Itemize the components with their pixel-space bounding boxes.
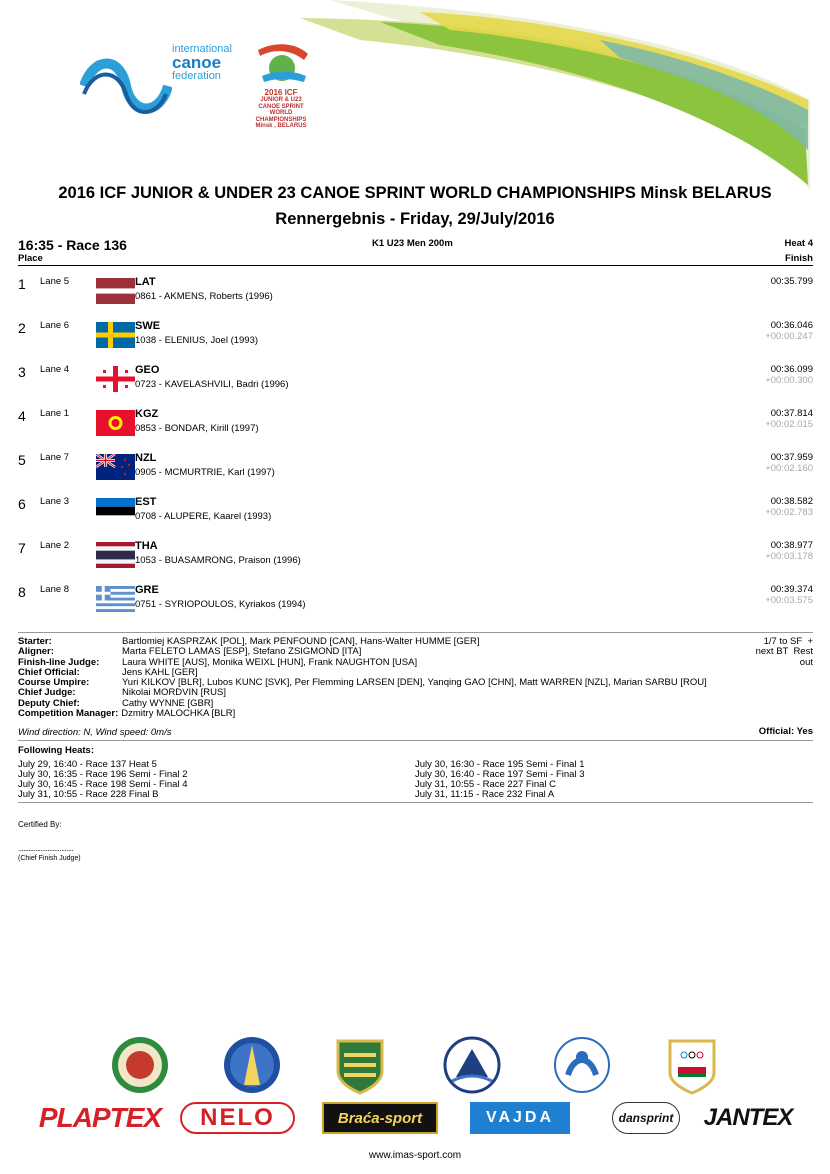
sponsor-vajda: VAJDA bbox=[470, 1102, 570, 1134]
sponsor-emblem-6-icon bbox=[662, 1035, 722, 1095]
championship-logo bbox=[248, 40, 314, 130]
sponsor-emblem-5-icon bbox=[552, 1035, 612, 1095]
finish-time: 00:37.959 bbox=[770, 452, 813, 463]
place: 3 bbox=[18, 364, 26, 380]
official-names: Bartlomiej KASPRZAK [POL], Mark PENFOUND [CAN], Hans-Walter HUMME [GER] bbox=[122, 636, 480, 647]
place: 8 bbox=[18, 584, 26, 600]
document-subtitle: Rennergebnis - Friday, 29/July/2016 bbox=[275, 210, 555, 228]
heat-label: Heat 4 bbox=[784, 238, 813, 249]
finish-time: 00:38.977 bbox=[770, 540, 813, 551]
following-heat: July 31, 10:55 - Race 227 Final C bbox=[415, 779, 556, 790]
championship-emblem-icon bbox=[248, 40, 314, 88]
sponsor-dansprint: dansprint bbox=[612, 1102, 680, 1134]
following-heats-left bbox=[18, 760, 188, 800]
champ-logo-line1: 2016 ICF bbox=[264, 88, 298, 97]
sponsor-emblem-2-icon bbox=[222, 1035, 282, 1095]
officials-list bbox=[18, 637, 813, 719]
official-row bbox=[18, 709, 813, 719]
result-row bbox=[18, 276, 813, 320]
result-row bbox=[18, 364, 813, 408]
time-behind: +00:02.160 bbox=[765, 463, 813, 474]
official-names: Yuri KILKOV [BLR], Lubos KUNC [SVK], Per Flemming LARSEN [DEN], Yanqing GAO [CHN], Matt WARREN [NZL], Marian SARBU [ROU] bbox=[122, 677, 707, 689]
official-names: Cathy WYNNE [GBR] bbox=[122, 697, 214, 709]
nation-code: EST bbox=[135, 496, 157, 508]
finish-column-header: Finish bbox=[785, 253, 813, 264]
finish-time: 00:38.582 bbox=[770, 496, 813, 507]
document-title: 2016 ICF JUNIOR & UNDER 23 CANOE SPRINT WORLD CHAMPIONSHIPS Minsk BELARUS bbox=[58, 184, 772, 202]
flag-swe-icon bbox=[96, 322, 135, 348]
flag-tha-icon bbox=[96, 542, 135, 568]
time-behind: +00:00.247 bbox=[765, 331, 813, 342]
flag-gre-icon bbox=[96, 586, 135, 612]
official-names: Laura WHITE [AUS], Monika WEIXL [HUN], Frank NAUGHTON [USA] bbox=[122, 656, 418, 668]
result-row bbox=[18, 452, 813, 496]
official-role: Deputy Chief: bbox=[18, 697, 80, 709]
official-role: Course Umpire: bbox=[18, 677, 90, 689]
certified-by-label: Certified By: bbox=[18, 820, 62, 829]
signature-role: (Chief Finish Judge) bbox=[18, 855, 81, 862]
athlete: 1053 - BUASAMRONG, Praison (1996) bbox=[135, 555, 301, 566]
time-behind: +00:03.178 bbox=[765, 551, 813, 562]
qualification-line2: next BT Rest bbox=[755, 646, 813, 658]
champ-logo-line4: WORLD CHAMPIONSHIPS bbox=[255, 110, 307, 123]
wind-info: Wind direction: N, Wind speed: 0m/s bbox=[18, 727, 172, 738]
flag-nzl-icon bbox=[96, 454, 135, 480]
nation-code: THA bbox=[135, 540, 158, 552]
lane: Lane 6 bbox=[40, 320, 70, 331]
athlete: 0853 - BONDAR, Kirill (1997) bbox=[135, 423, 259, 434]
result-row bbox=[18, 584, 813, 628]
finish-time: 00:36.046 bbox=[770, 320, 813, 331]
official-role: Aligner: bbox=[18, 646, 54, 658]
athlete: 0708 - ALUPERE, Kaarel (1993) bbox=[135, 511, 272, 522]
following-heat: July 30, 16:30 - Race 195 Semi - Final 1 bbox=[415, 759, 585, 770]
athlete: 0905 - MCMURTRIE, Karl (1997) bbox=[135, 467, 275, 478]
result-row bbox=[18, 320, 813, 364]
qualification-line3: out bbox=[799, 656, 813, 668]
icf-wave-icon bbox=[80, 46, 172, 126]
flag-geo-icon bbox=[96, 366, 135, 392]
following-heat: July 29, 16:40 - Race 137 Heat 5 bbox=[18, 759, 157, 770]
official-role: Finish-line Judge: bbox=[18, 656, 100, 668]
official-names: Marta FELETO LAMAS [ESP], Stefano ZSIGMOND [ITA] bbox=[122, 646, 362, 658]
flag-est-icon bbox=[96, 498, 135, 524]
race-time: 16:35 - Race 136 bbox=[18, 237, 127, 253]
official-names: Nikolai MORDVIN [RUS] bbox=[122, 687, 226, 699]
champ-logo-line2: JUNIOR & U23 bbox=[260, 97, 302, 103]
sponsor-jantex: JANTEX bbox=[703, 1104, 793, 1131]
result-row bbox=[18, 408, 813, 452]
place: 4 bbox=[18, 408, 26, 424]
heats-divider bbox=[18, 802, 813, 803]
place: 2 bbox=[18, 320, 26, 336]
qualification-rule bbox=[756, 637, 813, 668]
sponsor-nelo: NELO bbox=[180, 1102, 295, 1134]
flag-lat-icon bbox=[96, 278, 135, 304]
sponsor-strip bbox=[30, 1030, 800, 1140]
lane: Lane 1 bbox=[40, 408, 70, 419]
official-status: Official: Yes bbox=[758, 726, 813, 737]
champ-logo-line5: Minsk , BELARUS bbox=[255, 123, 307, 129]
sponsor-emblem-4-icon bbox=[442, 1035, 502, 1095]
following-heat: July 30, 16:35 - Race 196 Semi - Final 2 bbox=[18, 769, 188, 780]
nation-code: LAT bbox=[135, 276, 156, 288]
place-column-header: Place bbox=[18, 253, 43, 264]
time-behind: +00:02.015 bbox=[765, 419, 813, 430]
finish-time: 00:35.799 bbox=[770, 276, 813, 287]
athlete: 0861 - AKMENS, Roberts (1996) bbox=[135, 291, 273, 302]
place: 1 bbox=[18, 276, 26, 292]
header-divider bbox=[18, 265, 813, 266]
result-row bbox=[18, 496, 813, 540]
official-role: Competition Manager: bbox=[18, 708, 119, 720]
place: 6 bbox=[18, 496, 26, 512]
result-row bbox=[18, 540, 813, 584]
lane: Lane 4 bbox=[40, 364, 70, 375]
sponsor-emblem-1-icon bbox=[110, 1035, 170, 1095]
icf-logo-line2: canoe bbox=[172, 53, 222, 72]
icf-logo-line3: federation bbox=[172, 70, 221, 82]
finish-time: 00:37.814 bbox=[770, 408, 813, 419]
lane: Lane 5 bbox=[40, 276, 70, 287]
footer-url: www.imas-sport.com bbox=[368, 1150, 462, 1161]
sponsor-plaptex: PLAPTEX bbox=[38, 1102, 162, 1133]
sponsor-braca-sport: Braća-sport bbox=[322, 1102, 438, 1134]
following-heat: July 31, 10:55 - Race 228 Final B bbox=[18, 789, 159, 800]
lane: Lane 3 bbox=[40, 496, 70, 507]
official-names: Dzmitry MALOCHKA [BLR] bbox=[121, 708, 236, 720]
official-names: Jens KAHL [GER] bbox=[122, 666, 198, 678]
nation-code: KGZ bbox=[135, 408, 159, 420]
official-role: Chief Official: bbox=[18, 666, 80, 678]
results-divider bbox=[18, 632, 813, 633]
finish-time: 00:39.374 bbox=[770, 584, 813, 595]
following-heats-title: Following Heats: bbox=[18, 745, 94, 756]
signature-line: ................................ bbox=[18, 844, 74, 853]
following-heat: July 30, 16:40 - Race 197 Semi - Final 3 bbox=[415, 769, 585, 780]
lane: Lane 2 bbox=[40, 540, 70, 551]
icf-logo bbox=[80, 40, 240, 130]
sponsor-emblem-3-icon bbox=[330, 1035, 390, 1095]
official-role: Chief Judge: bbox=[18, 687, 76, 699]
flag-kgz-icon bbox=[96, 410, 135, 436]
lane: Lane 8 bbox=[40, 584, 70, 595]
athlete: 1038 - ELENIUS, Joel (1993) bbox=[135, 335, 259, 346]
wind-divider bbox=[18, 740, 813, 741]
athlete: 0723 - KAVELASHVILI, Badri (1996) bbox=[135, 379, 289, 390]
nation-code: SWE bbox=[135, 320, 161, 332]
qualification-line1: 1/7 to SF + bbox=[763, 636, 813, 647]
place: 7 bbox=[18, 540, 26, 556]
nation-code: GEO bbox=[135, 364, 160, 376]
time-behind: +00:02.783 bbox=[765, 507, 813, 518]
time-behind: +00:00.300 bbox=[765, 375, 813, 386]
lane: Lane 7 bbox=[40, 452, 70, 463]
official-role: Starter: bbox=[18, 636, 52, 647]
following-heats-right bbox=[415, 760, 585, 800]
event-name: K1 U23 Men 200m bbox=[372, 238, 453, 249]
athlete: 0751 - SYRIOPOULOS, Kyriakos (1994) bbox=[135, 599, 306, 610]
icf-logo-line1: international bbox=[172, 43, 232, 55]
nation-code: GRE bbox=[135, 584, 159, 596]
champ-logo-line3: CANOE SPRINT bbox=[258, 103, 304, 110]
place: 5 bbox=[18, 452, 26, 468]
finish-time: 00:36.099 bbox=[770, 364, 813, 375]
following-heat: July 31, 11:15 - Race 232 Final A bbox=[415, 789, 555, 800]
following-heat: July 30, 16:45 - Race 198 Semi - Final 4 bbox=[18, 779, 188, 790]
time-behind: +00:03.575 bbox=[765, 595, 813, 606]
nation-code: NZL bbox=[135, 452, 157, 464]
